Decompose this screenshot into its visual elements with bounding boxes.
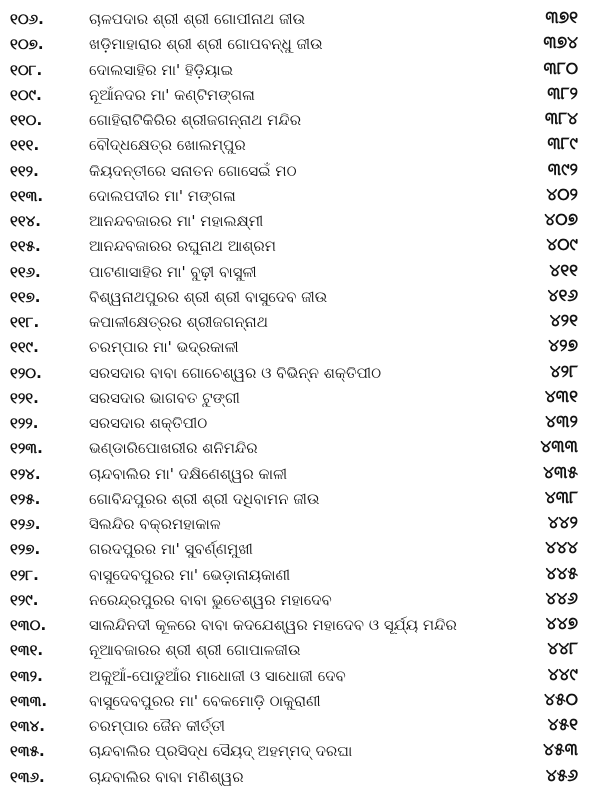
entry-page-number: ୪୦୯	[546, 235, 578, 256]
entry-number: ୧୩୫.	[10, 742, 45, 761]
entry-title: ଗରଦପୁରର ମା' ସୁବର୍ଣ୍ଣମୁଖୀ	[89, 540, 253, 559]
toc-entry	[0, 614, 600, 639]
entry-page-number: ୪୨୧	[549, 311, 578, 331]
entry-number: ୧୨୧.	[10, 388, 39, 407]
entry-number: ୧୧୧.	[10, 136, 40, 155]
toc-entry	[0, 715, 600, 740]
entry-title: ବୌଦ୍ଧକ୍ଷେତ୍ର ଖୋଲମ୍ପୁର	[89, 136, 246, 155]
entry-number: ୧୨୦.	[10, 363, 42, 382]
entry-title: ଦୋଲସାହିର ମା' ହିଡ଼ିୟାଇ	[89, 60, 234, 79]
entry-number: ୧୧୨.	[10, 161, 39, 180]
entry-page-number: ୪୪୫	[545, 563, 578, 584]
entry-number: ୧୧୩.	[10, 186, 44, 205]
toc-entry	[0, 362, 600, 387]
toc-entry	[0, 210, 600, 235]
entry-number: ୧୧୪.	[10, 212, 41, 230]
entry-number: ୧୧୭.	[10, 287, 41, 306]
entry-title: କପାଳୀକ୍ଷେତ୍ରର ଶ୍ରୀଜଗନ୍ନାଥ	[89, 313, 268, 331]
entry-number: ୧୨୨.	[10, 414, 39, 432]
entry-title: ଗୋବିନ୍ଦପୁରର ଶ୍ରୀ ଶ୍ରୀ ଦଧିବାମନ ଜୀଉ	[89, 489, 320, 508]
entry-number: ୧୦୬.	[10, 10, 44, 28]
entry-page-number: ୪୪୬	[545, 588, 578, 609]
toc-entry	[0, 437, 600, 462]
toc-entry	[0, 261, 600, 286]
entry-title: ପାଟଣାସାହିର ମା' ବୁଢ଼ୀ ବାସୁଳୀ	[89, 262, 257, 281]
entry-title: ଚରମ୍ପାର ମା' ଭଦ୍ରକାଳୀ	[89, 338, 239, 357]
entry-number: ୧୨୪.	[10, 464, 41, 483]
entry-title: ଚାନ୍ଦବାଲିର ବାବା ମଣିଶ୍ୱର	[89, 767, 244, 786]
entry-page-number: ୪୨୮	[549, 361, 578, 382]
entry-page-number: ୩୭୧	[545, 8, 578, 28]
entry-number: ୧୩୩.	[10, 691, 48, 710]
toc-entry	[0, 185, 600, 210]
entry-title: ବାସୁଦେବପୁରର ମା' ଭେଡ଼ାନାୟକାଣୀ	[89, 565, 291, 584]
toc-entry	[0, 235, 600, 260]
entry-title: ସାଲନ୍ଦିନଦୀ କୂଳରେ ବାବା କଦଯେଶ୍ୱର ମହାଦେବ ଓ ସୂର୍ଯ୍ୟ ମନ୍ଦିର	[89, 616, 457, 634]
toc-entry	[0, 766, 600, 791]
toc-entry	[0, 564, 600, 589]
entry-title: ଅକୁଆଁ-ପୋଡୁଆଁର ମାଧୋଜୀ ଓ ସାଧୋଜୀ ଦେବ	[89, 666, 346, 685]
entry-page-number: ୩୮୦	[543, 58, 578, 79]
entry-page-number: ୩୯୨	[547, 159, 578, 180]
entry-number: ୧୨୬.	[10, 515, 41, 533]
entry-number: ୧୦୮.	[10, 60, 43, 79]
toc-entry	[0, 311, 600, 336]
entry-number: ୧୩୬.	[10, 767, 45, 786]
entry-page-number: ୩୮୪	[544, 109, 578, 129]
entry-title: ସରସଦାର ବାବା ଗୋଚେଶ୍ୱର ଓ ବିଭିନ୍ନ ଶକ୍ତିପୀଠ	[89, 363, 382, 382]
entry-title: ଚାନ୍ଦବାଲିର ପ୍ରସିଦ୍ଧ ସୈୟଦ୍ ଅହମ୍ମଦ୍ ଦରଘା	[89, 742, 353, 761]
entry-title: ଖଡ଼ିମାହାରାର ଶ୍ରୀ ଶ୍ରୀ ଗୋପବନ୍ଧୁ ଜୀଉ	[89, 35, 323, 54]
toc-entry	[0, 665, 600, 690]
toc-entry	[0, 134, 600, 159]
entry-page-number: ୪୪୨	[547, 513, 578, 533]
entry-title: ଚାଳପଦାର ଶ୍ରୀ ଶ୍ରୀ ଗୋପୀନାଥ ଜୀଉ	[89, 10, 306, 28]
entry-page-number: ୪୦୭	[544, 210, 578, 230]
entry-page-number: ୪୪୪	[545, 538, 578, 559]
entry-title: ଚାନ୍ଦବାଲିର ମା' ଦକ୍ଷିଣେଶ୍ୱର କାଳୀ	[89, 464, 288, 483]
entry-number: ୧୧୬.	[10, 262, 41, 281]
entry-title: ସରସଦାର ଶକ୍ତିପୀଠ	[89, 414, 208, 432]
toc-entry	[0, 84, 600, 109]
toc-entry	[0, 639, 600, 664]
toc-entry	[0, 538, 600, 563]
entry-number: ୧୨୩.	[10, 439, 43, 458]
toc-entry	[0, 286, 600, 311]
entry-number: ୧୨୫.	[10, 489, 41, 508]
entry-title: ନରେନ୍ଦ୍ରପୁରର ବାବା ଭୁତେଶ୍ୱର ମହାଦେବ	[89, 590, 332, 609]
entry-page-number: ୪୩୨	[545, 412, 578, 432]
entry-number: ୧୨୭.	[10, 540, 41, 559]
entry-page-number: ୪୫୦	[544, 689, 578, 710]
toc-entry	[0, 160, 600, 185]
entry-number: ୧୧୯.	[10, 338, 39, 357]
entry-title: ଦୋଲପଦୀର ମା' ମଙ୍ଗଳା	[89, 186, 236, 205]
entry-number: ୧୩୨.	[10, 666, 43, 685]
entry-number: ୧୧୮.	[10, 313, 40, 331]
entry-number: ୧୧୦.	[10, 111, 43, 129]
entry-number: ୧୩୦.	[10, 616, 47, 634]
entry-title: ଆନନ୍ଦବଜାରର ରଘୁନାଥ ଆଶ୍ରମ	[89, 237, 277, 256]
toc-entry	[0, 463, 600, 488]
entry-title: ଭଣ୍ଡାରିପୋଖରୀର ଶନିମନ୍ଦିର	[89, 439, 258, 458]
entry-page-number: ୪୩୧	[544, 386, 578, 407]
entry-number: ୧୩୧.	[10, 641, 44, 660]
entry-title: ବାସୁଦେବପୁରର ମା' ବେକମୋଡ଼ି ଠାକୁରାଣୀ	[89, 691, 321, 710]
entry-page-number: ୪୧୧	[549, 260, 578, 281]
entry-title: ଗୋହିରାଟିକିରିର ଶ୍ରୀଜଗନ୍ନାଥ ମନ୍ଦିର	[89, 111, 302, 129]
entry-page-number: ୩୭୪	[543, 33, 578, 54]
entry-page-number: ୪୪୭	[545, 614, 578, 634]
entry-title: ବିଶ୍ୱନାଥପୁରର ଶ୍ରୀ ଶ୍ରୀ ବାସୁଦେବ ଜୀଉ	[89, 287, 328, 306]
entry-title: ସରସଦାର ଭାଗବତ ଟୁଙ୍ଗୀ	[89, 388, 240, 407]
entry-page-number: ୪୪୮	[547, 639, 578, 660]
entry-page-number: ୪୩୫	[543, 462, 578, 483]
entry-number: ୧୨୮.	[10, 565, 39, 584]
toc-entry	[0, 8, 600, 33]
entry-title: ଆନନ୍ଦବଜାରର ମା' ମହାଲକ୍ଷ୍ମୀ	[89, 212, 264, 230]
entry-title: ନୂଆବଜାରର ଶ୍ରୀ ଶ୍ରୀ ଗୋପାଳଜୀଉ	[89, 641, 301, 660]
entry-page-number: ୪୧୬	[547, 285, 578, 306]
entry-page-number: ୪୪୯	[547, 664, 578, 685]
entry-number: ୧୩୪.	[10, 717, 45, 735]
entry-title: ସିଲନ୍ଦିର ବକ୍ରମହାକାଳ	[89, 515, 221, 533]
toc-entry	[0, 412, 600, 437]
entry-number: ୧୨୯.	[10, 590, 39, 609]
entry-number: ୧୦୯.	[10, 85, 42, 104]
entry-page-number: ୪୫୧	[547, 715, 578, 735]
entry-page-number: ୪୨୭	[548, 336, 578, 357]
toc-entry	[0, 488, 600, 513]
toc-entry	[0, 690, 600, 715]
toc-entry	[0, 589, 600, 614]
entry-page-number: ୩୮୨	[547, 83, 578, 104]
entry-title: ଚରମ୍ପାର ଜୈନ କୀର୍ତ୍ତୀ	[89, 717, 226, 735]
toc-entry	[0, 740, 600, 765]
entry-title: କିୟଦନ୍ତୀରେ ସନାତନ ଗୋସେଇଁ ମଠ	[89, 161, 297, 180]
toc-entry	[0, 33, 600, 58]
entry-title: ନୂଆଁନଦର ମା' କଣ୍ଟିମଙ୍ଗଳା	[89, 85, 255, 104]
entry-page-number: ୪୦୨	[546, 184, 578, 205]
toc-entry	[0, 336, 600, 361]
toc-entry	[0, 387, 600, 412]
entry-page-number: ୪୩୮	[544, 487, 578, 508]
entry-page-number: ୪୫୬	[545, 765, 578, 786]
entry-page-number: ୪୫୩	[543, 740, 578, 761]
toc-entry	[0, 59, 600, 84]
toc-entry	[0, 109, 600, 134]
entry-number: ୧୧୫.	[10, 237, 41, 256]
entry-number: ୧୦୭.	[10, 35, 44, 54]
table-of-contents	[0, 8, 600, 791]
entry-page-number: ୩୮୯	[547, 134, 578, 155]
entry-page-number: ୪୩୩	[540, 437, 578, 458]
toc-entry	[0, 513, 600, 538]
